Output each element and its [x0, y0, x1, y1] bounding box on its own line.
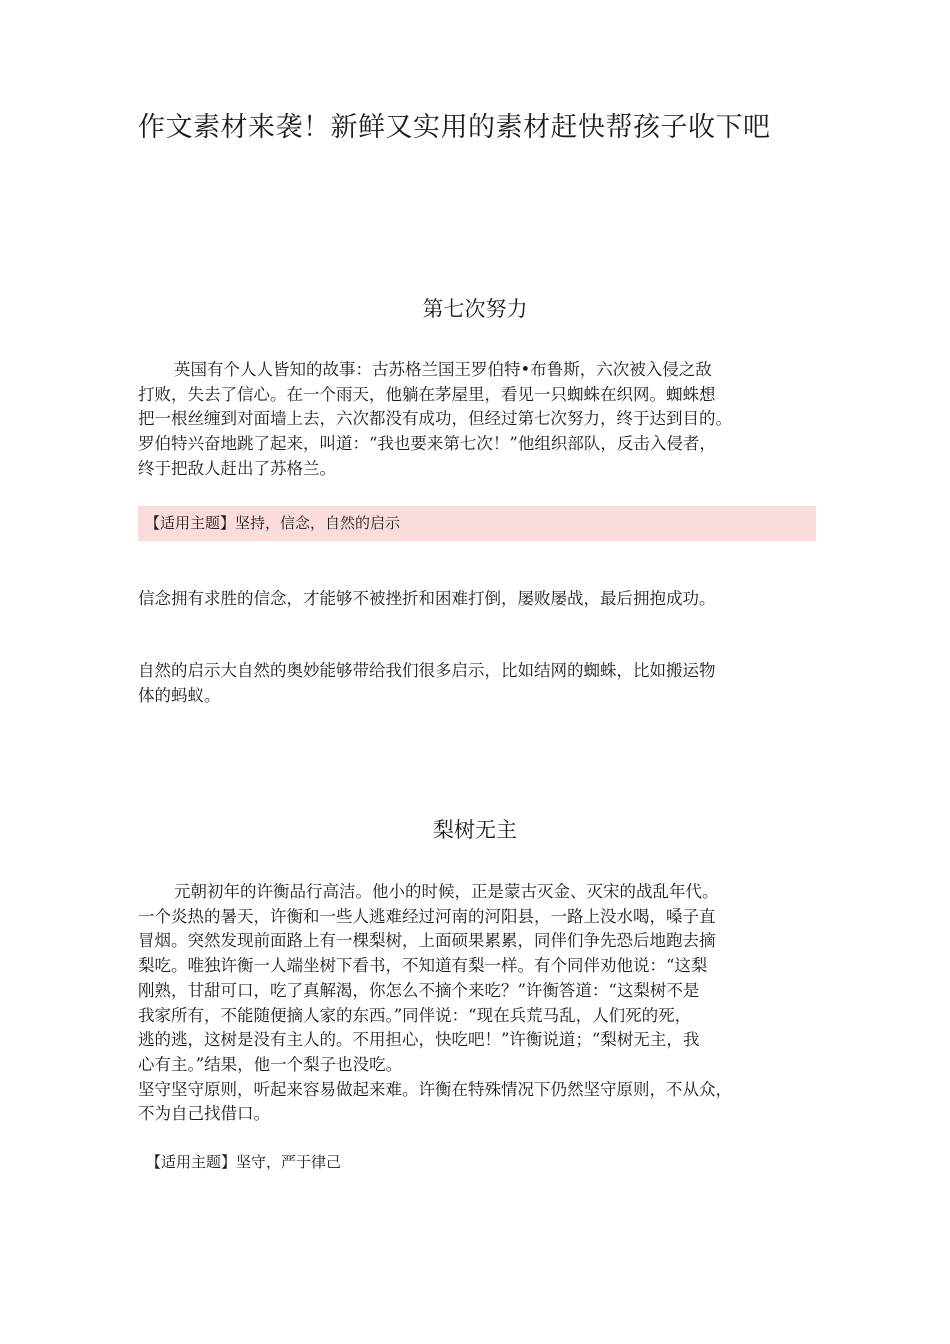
- story-line: 一个炎热的暑天，许衡和一些人逃难经过河南的河阳县，一路上没水喝，嗓子直: [138, 906, 716, 926]
- story-line: 逃的逃，这树是没有主人的。不用担心，快吃吧！”许衡说道；“梨树无主，我: [138, 1030, 700, 1050]
- story-line: 梨吃。唯独许衡一人端坐树下看书，不知道有梨一样。有个同伴劝他说：“这梨: [138, 956, 708, 976]
- note-line: 自然的启示大自然的奥妙能够带给我们很多启示，比如结网的蜘蛛，比如搬运物: [138, 661, 716, 680]
- story-line: 坚守坚守原则，听起来容易做起来难。许衡在特殊情况下仍然坚守原则，不从众，: [138, 1079, 732, 1099]
- story-line: 我家所有，不能随便摘人家的东西。”同伴说：“现在兵荒马乱，人们死的死，: [138, 1005, 692, 1025]
- story-paragraph-seventh-effort: [138, 358, 830, 482]
- section-heading-seventh-effort: 第七次努力: [422, 297, 528, 321]
- story-line: 打败，失去了信心。在一个雨天，他躺在茅屋里，看见一只蜘蛛在织网。蜘蛛想: [138, 384, 716, 404]
- page-title: 作文素材来袭！新鲜又实用的素材赶快帮孩子收下吧: [138, 112, 771, 143]
- story-line: 冒烟。突然发现前面路上有一棵梨树，上面硕果累累，同伴们争先恐后地跑去摘: [138, 931, 716, 951]
- story-line: 元朝初年的许衡品行高洁。他小的时候，正是蒙古灭金、灭宋的战乱年代。: [174, 882, 719, 901]
- story-line: 把一根丝缠到对面墙上去，六次都没有成功，但经过第七次努力，终于达到目的。: [138, 409, 732, 429]
- note-nature-inspiration: [138, 659, 830, 708]
- story-line: 不为自己找借口。: [138, 1104, 270, 1124]
- story-paragraph-pear-tree: [138, 880, 830, 1127]
- theme-tag-label: 【适用主题】坚守，严于律己: [146, 1153, 342, 1171]
- story-line: 心有主。”结果，他一个梨子也没吃。: [138, 1054, 403, 1074]
- note-line: 信念拥有求胜的信念，才能够不被挫折和困难打倒，屡败屡战，最后拥抱成功。: [138, 589, 716, 608]
- note-line: 体的蚂蚁。: [138, 685, 221, 705]
- theme-tag-box: [138, 506, 816, 541]
- note-belief: [138, 587, 830, 612]
- story-line: 终于把敌人赶出了苏格兰。: [138, 458, 336, 478]
- story-line: 刚熟，甘甜可口，吃了真解渴，你怎么不摘个来吃？”许衡答道：“这梨树不是: [138, 980, 700, 1000]
- story-line: 罗伯特兴奋地跳了起来，叫道：“我也要来第七次！”他组织部队，反击入侵者，: [138, 434, 716, 454]
- section-heading-pear-tree: 梨树无主: [433, 818, 517, 842]
- theme-tag-label: 【适用主题】坚持，信念，自然的启示: [145, 514, 401, 532]
- story-line: 英国有个人人皆知的故事：古苏格兰国王罗伯特•布鲁斯，六次被入侵之敌: [174, 360, 712, 379]
